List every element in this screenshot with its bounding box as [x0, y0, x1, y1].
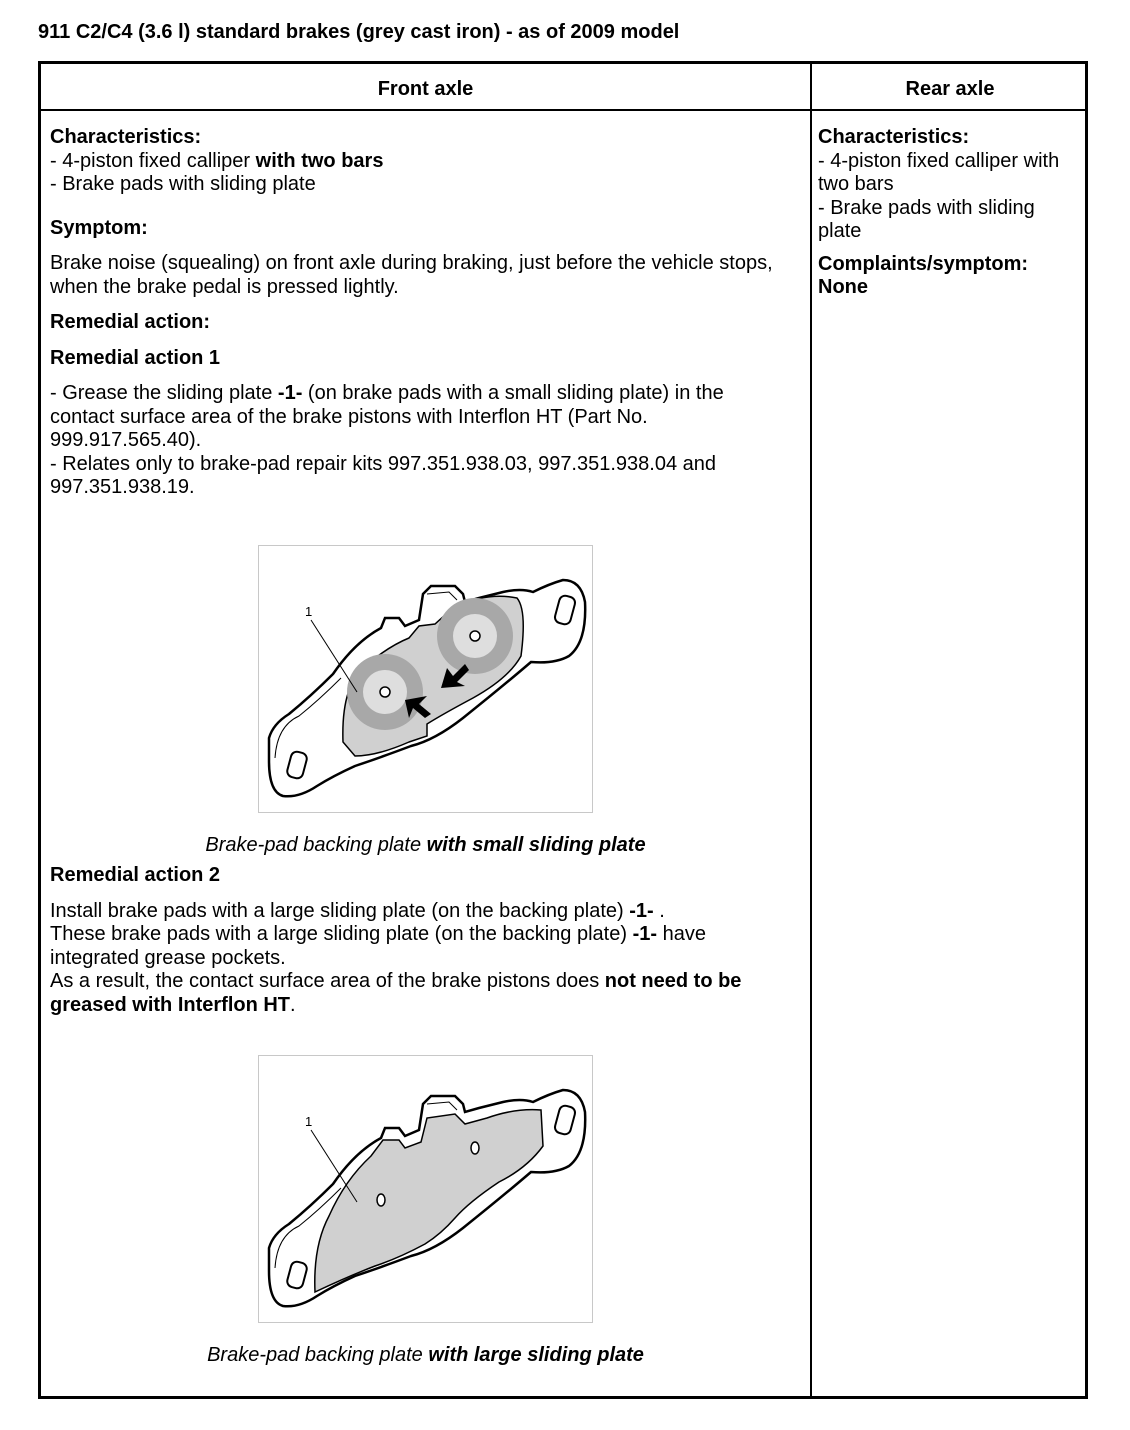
front-characteristic-1: [50, 150, 790, 174]
action1-heading: Remedial action 1: [50, 346, 221, 369]
rear-axle-cell: [818, 126, 1080, 300]
brake-table: [38, 61, 1088, 1399]
caption1-bold: with small sliding plate: [426, 834, 646, 856]
action2-l2-rest: have integrated grease pockets.: [50, 923, 706, 969]
action2-l3-rest: .: [290, 993, 296, 1016]
action2-section: [50, 864, 790, 1017]
action2-line-2: [50, 923, 790, 970]
front-axle-header: Front axle: [377, 78, 474, 100]
figure1-label: 1: [305, 604, 313, 619]
action1-paragraph-1: [50, 382, 790, 453]
action2-l3-bold: not need to be greased with Interflon HT: [50, 970, 742, 1016]
action1-p1-rest: (on brake pads with a small sliding plate) in the contact surface area of the brake pistons with Interflon HT (Part No. 999.917.565.40).: [50, 382, 724, 451]
caption2-text: Brake-pad backing plate: [207, 1344, 429, 1366]
action2-line-3: [50, 970, 790, 1017]
rear-characteristic-2: - Brake pads with sliding plate: [818, 196, 1035, 242]
remedial-heading: Remedial action:: [50, 311, 211, 333]
front-char-1-text: - 4-piston fixed calliper: [50, 149, 256, 172]
caption2-bold: with large sliding plate: [428, 1344, 644, 1366]
action2-l1-text: Install brake pads with a large sliding plate (on the backing plate): [50, 899, 630, 922]
action1-paragraph-2: - Relates only to brake-pad repair kits 997.351.938.03, 997.351.938.04 and 997.351.938.19.: [50, 452, 717, 498]
action2-l1-ref: -1-: [629, 899, 654, 922]
action2-heading: Remedial action 2: [50, 864, 221, 886]
column-divider: [810, 64, 812, 1396]
rear-axle-header: Rear axle: [905, 78, 995, 100]
action1-p1-ref: -1-: [277, 382, 303, 404]
complaints-heading: Complaints/symptom:: [818, 252, 1029, 275]
document-title: 911 C2/C4 (3.6 l) standard brakes (grey cast iron) - as of 2009 model: [38, 21, 680, 43]
action2-l1-rest: .: [653, 899, 665, 922]
rear-characteristic-1: - 4-piston fixed calliper with two bars: [818, 149, 1060, 195]
action2-line-1: [50, 900, 790, 924]
figure2-label: 1: [305, 1114, 313, 1129]
figure1-caption: [41, 834, 810, 857]
front-axle-cell: [50, 126, 790, 500]
complaints-value: None: [818, 276, 868, 298]
action2-l2-ref: -1-: [632, 923, 658, 945]
figure-large-sliding-plate: [258, 1055, 593, 1323]
header-divider: [41, 109, 1085, 111]
caption1-text: Brake-pad backing plate: [205, 834, 427, 856]
front-char-1-bold: with two bars: [255, 149, 384, 172]
figure2-caption: [41, 1344, 810, 1367]
symptom-text: Brake noise (squealing) on front axle during braking, just before the vehicle stops, when the brake pedal is pressed lightly.: [50, 252, 773, 298]
action2-l2-text: These brake pads with a large sliding plate (on the backing plate): [50, 923, 633, 945]
symptom-heading: Symptom:: [50, 216, 148, 239]
action2-l3-text: As a result, the contact surface area of the brake pistons does: [50, 970, 605, 992]
action1-p1-text: - Grease the sliding plate: [50, 382, 278, 404]
rear-characteristics-heading: Characteristics:: [818, 126, 970, 148]
front-characteristics-heading: Characteristics:: [50, 126, 202, 148]
front-characteristic-2: - Brake pads with sliding plate: [50, 173, 316, 195]
figure-small-sliding-plate: [258, 545, 593, 813]
